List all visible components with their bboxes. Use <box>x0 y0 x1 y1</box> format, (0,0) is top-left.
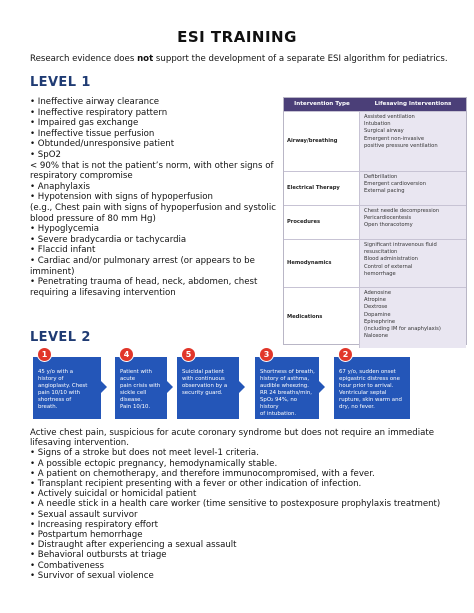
level2-item: • Distraught after experiencing a sexual assault <box>30 540 237 551</box>
table-header <box>284 98 466 111</box>
case-card-text: Suicidal patient <box>182 369 224 375</box>
case-card <box>115 350 167 419</box>
intervention-type: Airway/breathing <box>284 112 360 171</box>
level2-item: • Increasing respiratory effort <box>30 519 158 530</box>
table-row <box>284 287 466 348</box>
intervention-item: Surgical airway <box>364 128 404 135</box>
case-card-text: Shortness of breath, <box>260 369 315 375</box>
case-card-text: RR 24 breaths/min, <box>260 390 312 396</box>
intervention-type: Medications <box>284 288 360 348</box>
case-card <box>177 350 239 419</box>
level1-item: • Impaired gas exchange <box>30 118 139 129</box>
intervention-item: Chest needle decompression <box>364 208 440 214</box>
level1-item: blood pressure of 80 mm Hg) <box>30 213 156 224</box>
level2-item: • Combativeness <box>30 560 104 571</box>
level1-item: respiratory compromise <box>30 171 133 182</box>
level1-item: • Hypotension with signs of hypoperfusion <box>30 192 213 203</box>
intro-text <box>30 54 448 64</box>
level1-item: requiring a lifesaving intervention <box>30 287 176 298</box>
case-card-text: SpO₂ 94%, no history <box>260 397 298 410</box>
table-row <box>284 171 466 205</box>
intervention-item: External pacing <box>364 188 405 195</box>
case-card-text: sickle cell disease. <box>120 390 147 403</box>
card-arrow-icon <box>319 381 325 393</box>
level1-item: • Obtunded/unresponsive patient <box>30 139 175 150</box>
level1-heading: LEVEL 1 <box>30 75 91 90</box>
case-number-badge: 5 <box>181 347 196 362</box>
interventions-table <box>283 97 467 345</box>
table-header-type: Intervention Type <box>294 100 350 107</box>
case-card-text: with continuous <box>182 376 225 382</box>
intro-bold: not <box>137 54 154 64</box>
level2-heading: LEVEL 2 <box>30 330 91 345</box>
card-arrow-icon <box>167 381 173 393</box>
level2-item: • Postpartum hemorrhage <box>30 530 143 541</box>
case-number-badge: 2 <box>338 347 353 362</box>
case-card-text: 45 y/o with a <box>38 369 74 375</box>
case-card-text: breath. <box>38 404 58 410</box>
intervention-item: Emergent cardioversion <box>364 181 426 188</box>
intervention-item: Assisted ventilation <box>364 114 415 120</box>
intro-before: Research evidence does <box>30 54 138 64</box>
level2-case-cards <box>30 347 440 425</box>
intervention-item: Epinephrine <box>364 318 396 325</box>
case-card-text: hour prior to arrival. <box>339 383 394 389</box>
case-card-text: angioplasty. Chest <box>38 383 88 389</box>
level1-item: • Ineffective respiratory pattern <box>30 107 168 118</box>
level1-item: • Ineffective airway clearance <box>30 97 160 107</box>
level2-list <box>30 428 450 581</box>
intervention-item: positive pressure ventilation <box>364 142 438 149</box>
case-card-text: Pain 10/10. <box>120 404 151 410</box>
case-card-text: history of asthma, <box>260 376 310 382</box>
level2-item: • Sexual assault survivor <box>30 509 138 520</box>
case-card-text: Ventricular septal <box>339 390 387 396</box>
case-card-text: pain crisis with <box>120 383 161 389</box>
intervention-item: resuscitation <box>364 249 398 256</box>
level2-item: • Signs of a stroke but does not meet level-1 criteria. <box>30 448 259 459</box>
intervention-list <box>360 206 466 239</box>
level2-item: • Actively suicidal or homicidal patient <box>30 489 197 500</box>
level1-item: • Penetrating trauma of head, neck, abdomen, chest <box>30 277 258 288</box>
case-card-text: shortness of <box>38 397 72 403</box>
intervention-type: Electrical Therapy <box>284 172 360 205</box>
case-number-badge: 4 <box>119 347 134 362</box>
intervention-type: Procedures <box>284 206 360 239</box>
level1-item: • Severe bradycardia or tachycardia <box>30 234 187 245</box>
table-row <box>284 239 466 287</box>
level1-item: • Cardiac and/or pulmonary arrest (or appears to be <box>30 255 255 266</box>
level1-item: • SpO2 <box>30 149 61 160</box>
intervention-item: hemorrhage <box>364 270 396 277</box>
level1-item: • Hypoglycemia <box>30 224 100 235</box>
level2-item: lifesaving intervention. <box>30 438 129 449</box>
intervention-item: Dextrose <box>364 304 388 311</box>
intro-after: support the development of a separate ESI algorithm for pediatrics. <box>153 54 448 64</box>
intervention-list <box>360 240 466 287</box>
case-card <box>255 350 319 419</box>
level1-list <box>30 97 282 298</box>
level2-item: • Survivor of sexual violence <box>30 570 154 581</box>
level1-item: • Anaphylaxis <box>30 181 90 192</box>
intervention-item: Control of external <box>364 263 413 270</box>
case-number-badge: 1 <box>37 347 52 362</box>
case-card-text: dry, no fever. <box>339 404 375 410</box>
level2-item: • Transplant recipient presenting with a fever or other indication of infection. <box>30 479 362 490</box>
case-card-text: rupture, skin warm and <box>339 397 402 403</box>
table-row <box>284 111 466 171</box>
level1-item: • Ineffective tissue perfusion <box>30 128 155 139</box>
level2-item: • Behavioral outbursts at triage <box>30 550 167 561</box>
intervention-item: Pericardiocentesis <box>364 215 412 222</box>
level1-item: imminent) <box>30 266 75 277</box>
case-card-text: observation by a <box>182 383 228 389</box>
intervention-type: Hemodynamics <box>284 240 360 287</box>
level2-item: Active chest pain, suspicious for acute coronary syndrome but does not require an immediate <box>30 428 435 438</box>
intervention-item: Significant intravenous fluid <box>364 242 437 248</box>
case-card-text: history of <box>38 376 64 382</box>
case-card-text: security guard. <box>182 390 223 396</box>
intervention-item: Intubation <box>364 121 391 128</box>
card-arrow-icon <box>239 381 245 393</box>
case-card-text: of intubation. <box>260 411 297 417</box>
case-card-text: Patient with acute <box>120 369 152 382</box>
card-arrow-icon <box>101 381 107 393</box>
table-header-interventions: Lifesaving Interventions <box>374 100 452 107</box>
case-card-text: audible wheezing. <box>260 383 309 389</box>
case-card-text: epigastric distress one <box>339 376 400 382</box>
case-card-text: pain 10/10 with <box>38 390 81 396</box>
intervention-item: Atropine <box>364 297 386 304</box>
intervention-item: Open thoracotomy <box>364 222 413 229</box>
case-card <box>334 350 410 419</box>
level1-item: < 90% that is not the patient’s norm, with other signs of <box>30 160 274 171</box>
level1-item: (e.g., Chest pain with signs of hypoperfusion and systolic <box>30 202 276 213</box>
case-card <box>33 350 101 419</box>
level2-item: • A possible ectopic pregnancy, hemodynamically stable. <box>30 458 278 469</box>
level1-item: • Flaccid infant <box>30 245 96 256</box>
intervention-item: (including IM for anaphylaxis) <box>364 326 441 333</box>
intervention-item: Dopamine <box>364 311 391 318</box>
intervention-item: Adenosine <box>364 290 392 296</box>
intervention-item: Naloxone <box>364 333 389 340</box>
case-card-text: 67 y/o, sudden onset <box>339 369 396 375</box>
intervention-item: Blood administration <box>364 256 418 263</box>
page-title: ESI TRAINING <box>177 28 297 46</box>
level2-item: • A needle stick in a health care worker (time sensitive to postexposure prophylaxis treatment) <box>30 499 441 510</box>
table-row <box>284 205 466 239</box>
intervention-item: Defibrillation <box>364 174 398 180</box>
intervention-list <box>360 288 466 348</box>
level2-item: • A patient on chemotherapy, and therefore immunocompromised, with a fever. <box>30 468 375 479</box>
case-number-badge: 3 <box>259 347 274 362</box>
intervention-list <box>360 172 466 205</box>
intervention-item: Emergent non-invasive <box>364 135 425 142</box>
intervention-list <box>360 112 466 171</box>
